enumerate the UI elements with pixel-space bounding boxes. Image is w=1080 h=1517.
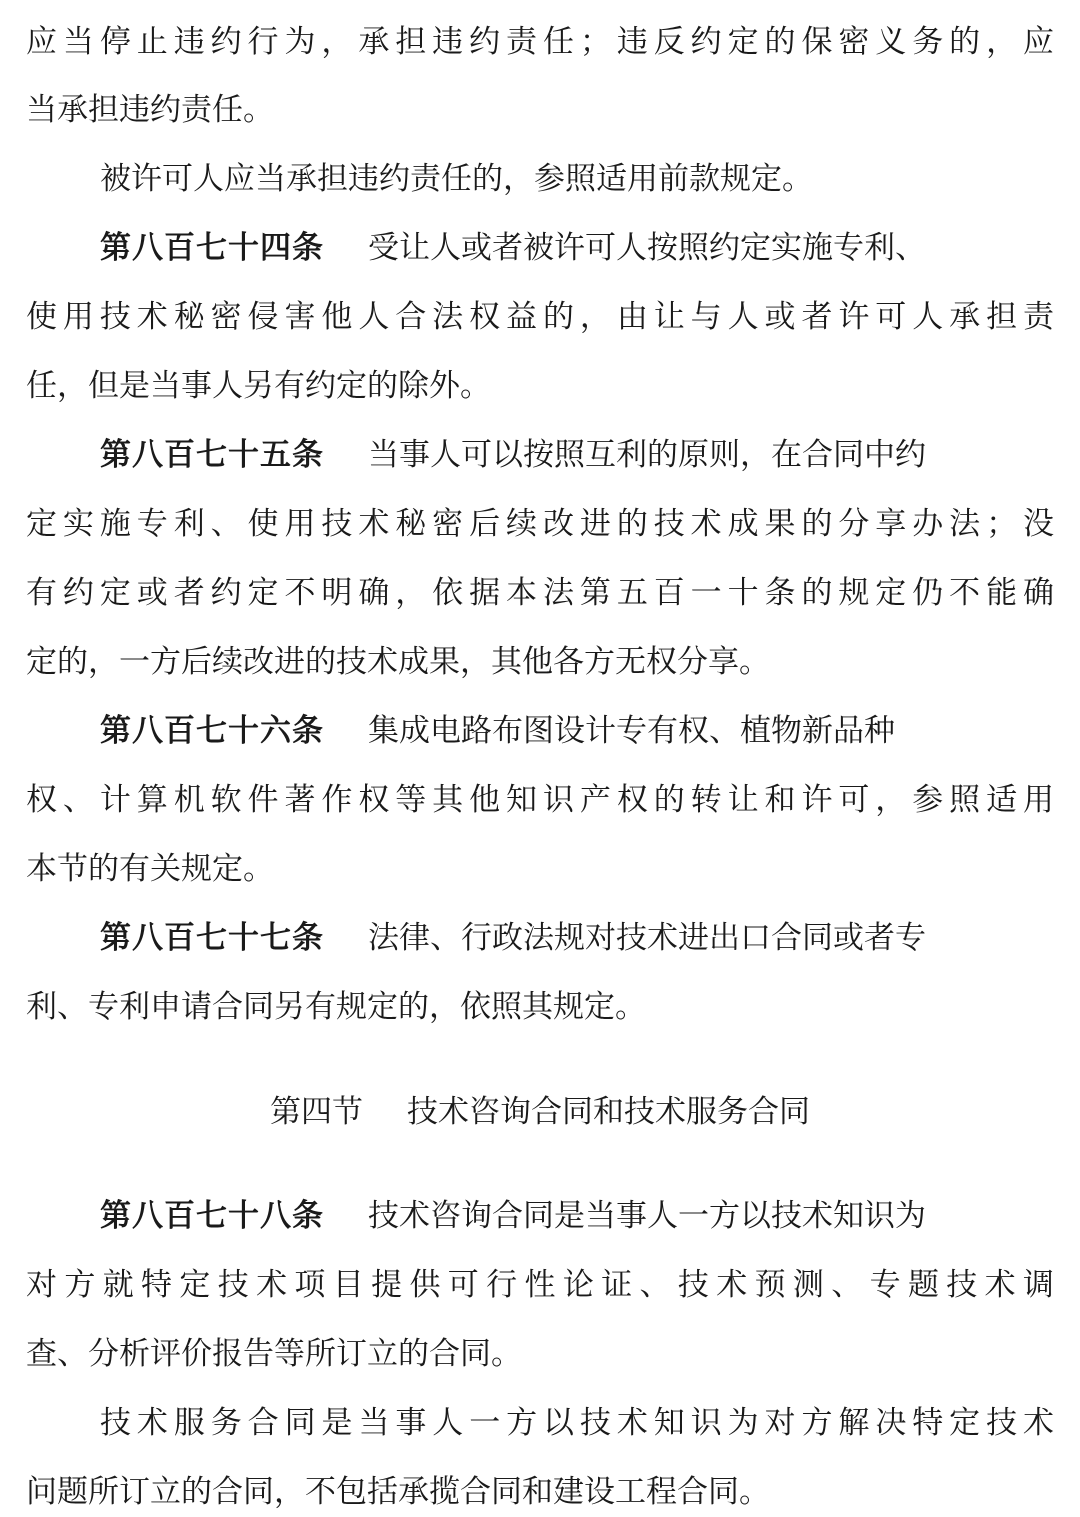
article-heading: 第八百七十五条 [100, 437, 324, 473]
article-877 [100, 916, 1054, 960]
text-line: 被许可人应当承担违约责任的，参照适用前款规定。 [100, 161, 813, 197]
article-text: 集成电路布图设计专有权、植物新品种 [368, 713, 895, 749]
text-line: 当承担违约责任。 [26, 92, 274, 128]
text-line: 查、分析评价报告等所订立的合同。 [26, 1336, 522, 1372]
text-line: 有约定或者约定不明确，依据本法第五百一十条的规定仍不能确 [26, 575, 1054, 611]
article-heading: 第八百七十七条 [100, 920, 324, 956]
section-number: 第四节 [270, 1094, 363, 1130]
text-line: 权、计算机软件著作权等其他知识产权的转让和许可，参照适用 [26, 782, 1054, 818]
section-heading [0, 1090, 1080, 1134]
text-line: 对方就特定技术项目提供可行性论证、技术预测、专题技术调 [26, 1267, 1054, 1303]
article-text: 受让人或者被许可人按照约定实施专利、 [368, 230, 926, 266]
article-heading: 第八百七十六条 [100, 713, 324, 749]
section-title: 技术咨询合同和技术服务合同 [407, 1094, 810, 1130]
article-heading: 第八百七十八条 [100, 1198, 324, 1234]
text-line: 技术服务合同是当事人一方以技术知识为对方解决特定技术 [100, 1405, 1054, 1441]
text-line: 使用技术秘密侵害他人合法权益的，由让与人或者许可人承担责 [26, 299, 1054, 335]
article-874 [100, 226, 1054, 270]
article-878 [100, 1194, 1054, 1238]
text-line: 任，但是当事人另有约定的除外。 [26, 368, 491, 404]
text-line: 本节的有关规定。 [26, 851, 274, 887]
text-line: 问题所订立的合同，不包括承揽合同和建设工程合同。 [26, 1474, 770, 1510]
text-line: 定实施专利、使用技术秘密后续改进的技术成果的分享办法；没 [26, 506, 1054, 542]
text-line: 利、专利申请合同另有规定的，依照其规定。 [26, 989, 646, 1025]
article-876 [100, 709, 1054, 753]
article-text: 法律、行政法规对技术进出口合同或者专 [368, 920, 926, 956]
article-text: 技术咨询合同是当事人一方以技术知识为 [368, 1198, 926, 1234]
article-heading: 第八百七十四条 [100, 230, 324, 266]
text-line: 应当停止违约行为，承担违约责任；违反约定的保密义务的，应 [26, 24, 1054, 60]
article-text: 当事人可以按照互利的原则，在合同中约 [368, 437, 926, 473]
text-line: 定的，一方后续改进的技术成果，其他各方无权分享。 [26, 644, 770, 680]
article-875 [100, 433, 1054, 477]
